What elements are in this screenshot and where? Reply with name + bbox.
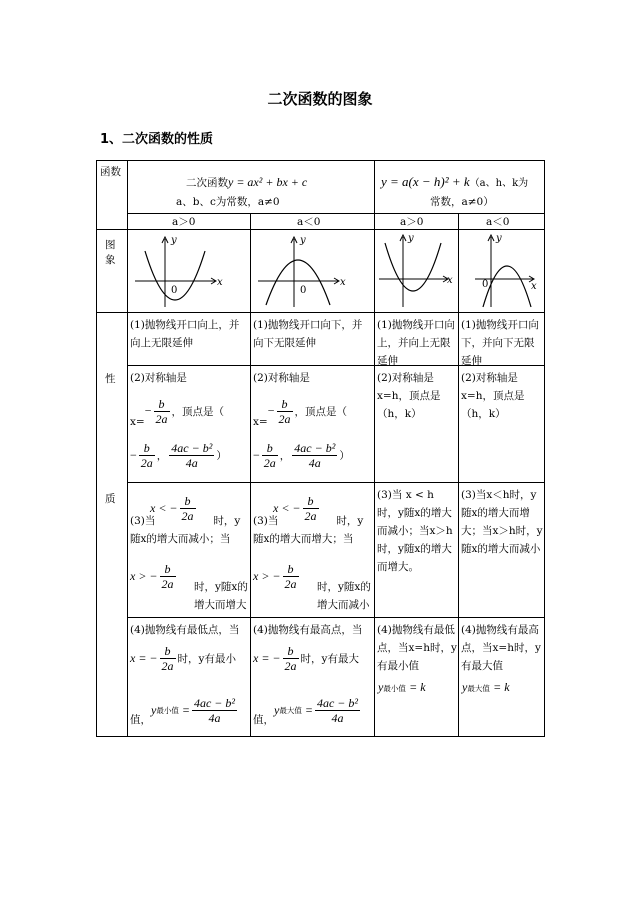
prop2-cell-2-line1: (2)对称轴是 [253, 372, 310, 384]
origin-label: 0 [171, 285, 178, 296]
x-axis-label: x [531, 281, 537, 292]
prop1-cell-2: (1)抛物线开口向下，并向下无限延伸 [253, 319, 363, 349]
page-title: 二次函数的图象 [267, 90, 373, 108]
prop3-cell-1-cond1: x < − $\frac{b}{2a}$ [150, 494, 194, 523]
prop4-cell-1-line3: 值，y最小值 = $\frac{\text{4ac − b²}}{4a}$ [130, 696, 235, 726]
y-axis-label: y [171, 235, 177, 246]
origin-label: 0 [300, 285, 307, 296]
prop2-cell-1-line1: (2)对称轴是 [130, 372, 187, 384]
prop4-cell-2-line1: (4)抛物线有最高点，当 [253, 624, 363, 636]
condition-3: a＞0 [400, 216, 424, 228]
prop4-cell-2-line2: x = − $\frac{b}{2a}$ 时，y有最大 [253, 644, 359, 673]
condition-4: a＜0 [486, 216, 510, 228]
prop4-cell-4-formula: y最大值 = k [462, 680, 510, 694]
prop3-cell-1-text2: 时，y随x的增大而增大 [194, 581, 248, 611]
row-label-graph-2: 象 [105, 254, 116, 266]
row-label-props-1: 性 [105, 373, 116, 385]
parabola-graph-4 [461, 231, 543, 311]
prop4-cell-4-text: (4)抛物线有最高点，当x=h时，y有最大值 [461, 624, 541, 672]
general-form-note: a、b、c为常数，a≠0 [176, 196, 280, 208]
prop2-cell-1-vertex: − $\frac{b}{2a}$ ， $\frac{\text{4ac − b²}}{4a}$ ） [130, 441, 227, 470]
prop3-cell-2-text1: (3)当 时，y随x的增大而增大；当 [253, 515, 364, 545]
prop2-cell-3: (2)对称轴是x=h，顶点是（h，k） [377, 372, 441, 420]
general-form: 二次函数y = ax² + bx + c [186, 175, 308, 189]
condition-1: a＞0 [172, 216, 196, 228]
prop2-cell-4: (2)对称轴是x=h，顶点是（h，k） [461, 372, 525, 420]
condition-2: a＜0 [297, 216, 321, 228]
prop2-cell-1-axis: x=− $\frac{b}{2a}$ ，顶点是（ [130, 396, 225, 428]
prop4-cell-2-line3: 值，y最大值 = $\frac{\text{4ac − b²}}{4a}$ [253, 696, 358, 726]
prop4-cell-3-formula: y最小值 = k [378, 680, 426, 694]
vertex-form-note: 常数，a≠0） [430, 196, 494, 208]
prop1-cell-3: (1)抛物线开口向上，并向上无限延伸 [377, 319, 455, 367]
x-axis-label: x [447, 275, 453, 286]
prop4-cell-1-line1: (4)抛物线有最低点，当 [130, 624, 240, 636]
y-axis-label: y [408, 233, 414, 244]
prop3-cell-2-text2: 时，y随x的增大而减小 [317, 581, 371, 611]
origin-label: 0 [482, 279, 489, 290]
y-axis-label: y [496, 233, 502, 244]
prop1-cell-4: (1)抛物线开口向下，并向下无限延伸 [461, 319, 539, 367]
function-label: 函数 [100, 166, 121, 178]
x-axis-label: x [340, 277, 346, 288]
prop3-cell-1-cond2: x > − $\frac{b}{2a}$ [130, 562, 174, 591]
prop4-cell-1-line2: x = − $\frac{b}{2a}$ 时，y有最小 [130, 644, 236, 673]
prop4-cell-3-text: (4)抛物线有最低点，当x=h时，y有最小值 [377, 624, 457, 672]
prop3-cell-3: (3)当 x < h 时，y随x的增大而减小；当x＞h时，y随x的增大而增大。 [377, 489, 453, 573]
row-label-props-2: 质 [105, 493, 116, 505]
vertex-form: y = a(x − h)² + k（a、h、k为 [381, 174, 529, 189]
parabola-graph-2 [254, 231, 370, 311]
x-axis-label: x [217, 277, 223, 288]
row-label-graph-1: 图 [105, 239, 116, 251]
prop2-cell-2-vertex: − $\frac{b}{2a}$ ， $\frac{\text{4ac − b²}}{4a}$ ） [253, 441, 350, 470]
prop3-cell-1-text1: (3)当 时，y随x的增大而减小；当 [130, 515, 241, 545]
prop3-cell-2-cond1: x < − $\frac{b}{2a}$ [273, 494, 317, 523]
prop3-cell-4: (3)当x＜h时，y随x的增大而增大；当x＞h时，y随x的增大而减小 [461, 489, 543, 555]
y-axis-label: y [300, 235, 306, 246]
section-heading: 1、二次函数的性质 [100, 132, 214, 147]
prop1-cell-1: (1)抛物线开口向上，并向上无限延伸 [130, 319, 240, 349]
prop2-cell-2-axis: x=− $\frac{b}{2a}$ ，顶点是（ [253, 396, 348, 428]
prop3-cell-2-cond2: x > − $\frac{b}{2a}$ [253, 562, 297, 591]
parabola-graph-1 [131, 231, 247, 311]
parabola-graph-3 [377, 231, 457, 311]
